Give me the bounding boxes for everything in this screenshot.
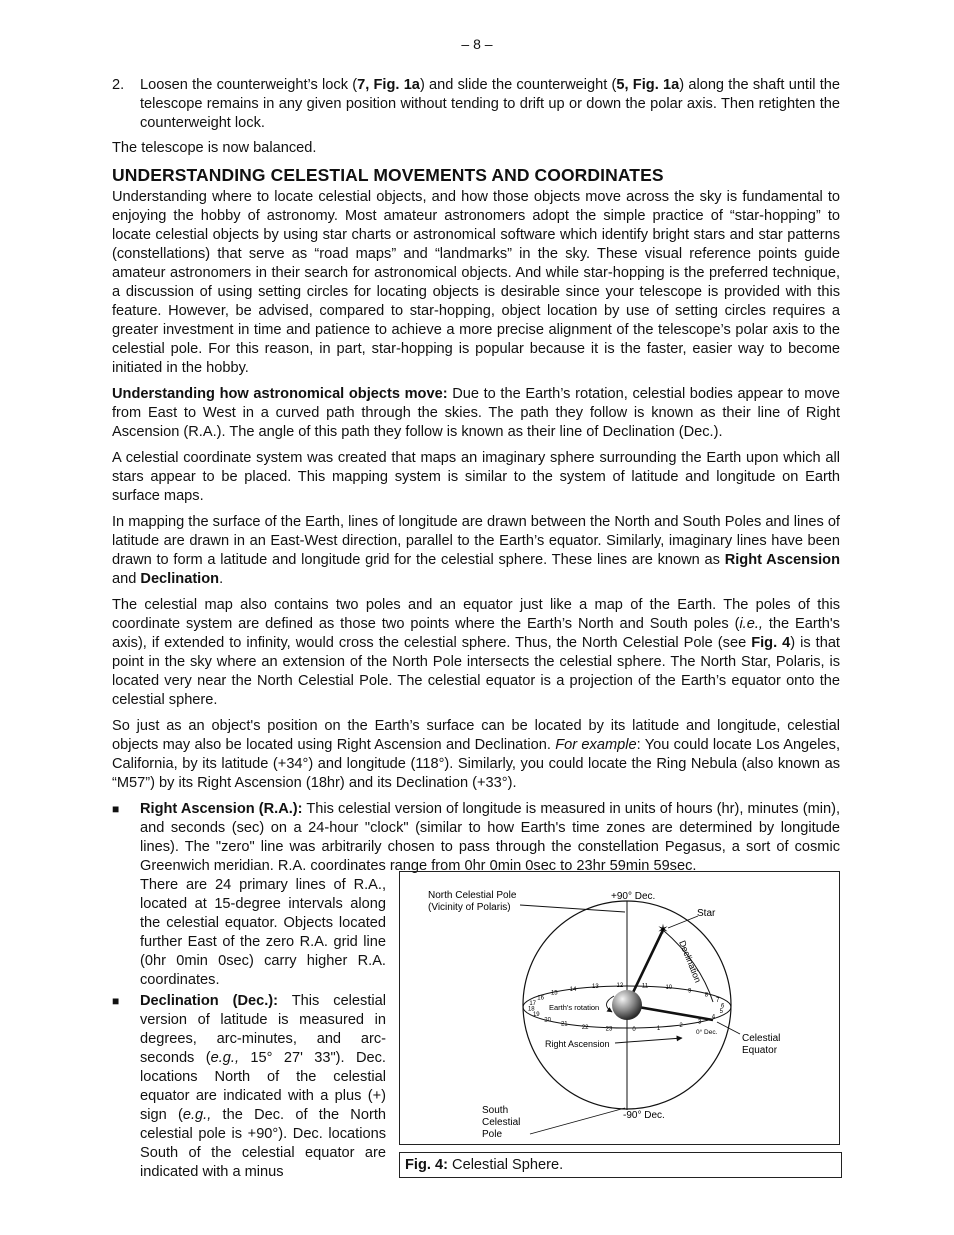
star-label: Star [697, 908, 716, 919]
poles-paragraph [112, 596, 840, 710]
ra-hour-10: 10 [665, 985, 673, 992]
step-text-3: ) along the shaft until the telescope remains in any given position without tending to drift up or down the polar axis. Then retighten the counterweight lock. [140, 77, 841, 131]
right-ascension-label: Right Ascension [545, 1039, 610, 1049]
step-text [140, 76, 840, 133]
south-label: South [482, 1105, 509, 1116]
poles-italic: i.e., [739, 616, 763, 632]
mapping-text-1: In mapping the surface of the Earth, lines of longitude are drawn between the North and South Poles and lines of latitude are drawn in an East-West direction, parallel to the Earth’s equator. Similarly, imaginary lines have been drawn to form a latitude and longitude grid for the celestial sphere. These lines are known as [112, 514, 840, 568]
for-example-italic: For example [555, 737, 637, 753]
balanced-paragraph: The telescope is now balanced. [112, 140, 317, 156]
dec-text-3: the Dec. of the North celestial pole is +90°). Dec. locations South of the celestial equator are indicated with a minus [140, 1107, 386, 1180]
ra-hour-17: 17 [529, 1000, 537, 1007]
mapping-text-3: . [219, 571, 224, 587]
mapping-paragraph [112, 513, 840, 589]
celestial-label: Celestial [742, 1033, 781, 1044]
movement-text: Due to the Earth’s rotation, celestial bodies appear to move from East to West in a curved path through the skies. The path they follow is known as their line of Right Ascension (R.A.). The angle of this path they follow is known as their line of Declination (Dec.). [112, 386, 840, 440]
fig-4-ref: Fig. 4 [751, 635, 791, 651]
ra-hour-16: 16 [537, 995, 544, 1002]
ra-hour-5: 5 [719, 1009, 723, 1016]
dec-text-2: 15° 27' 33"). Dec. locations North of the celestial equator are indicated with a plus (+) sign ( [140, 1050, 386, 1123]
bullet-square-icon: ■ [112, 802, 120, 816]
ra-hour-19: 19 [532, 1012, 540, 1019]
ra-narrow-text: There are 24 primary lines of R.A., located at 15-degree intervals along the celestial equator. Objects located further East of the zero R.A. grid line (0hr 0min 0sec) carry higher R.A. coordinates. [140, 877, 386, 988]
ra-hour-12: 12 [616, 983, 624, 990]
ra-hour-9: 9 [688, 988, 692, 995]
ra-lead: Right Ascension (R.A.): [140, 801, 303, 817]
fig-ref-lock: 7, Fig. 1a [357, 77, 420, 93]
ra-hour-18: 18 [527, 1006, 535, 1013]
ra-hour-2: 2 [679, 1023, 683, 1030]
ra-hour-14: 14 [569, 986, 577, 993]
ra-hour-15: 15 [550, 990, 558, 997]
ra-hour-8: 8 [704, 992, 709, 999]
caption-label: Fig. 4: [405, 1157, 448, 1173]
poles-text-3: ) is that point in the sky where an extension of the North Pole intersects the celestial sphere. The North Star, Polaris, is located very near the North Celestial Pole. The celestial equator is a projection of the Earth’s equator onto the celestial sphere. [112, 635, 840, 708]
scp-leader [530, 1108, 625, 1134]
ra-text-wide: This celestial version of longitude is measured in units of hours (hr), minutes (min), and seconds (sec) on a 24-hour "clock" (similar to how Earth's time zones are determined by longitude lines). The "zero" line was arbitrarily chosen to pass through the constellation Pegasus, a sort of cosmic Greenwich meridian. R.A. coordinates range from 0hr 0min 0sec to 23hr 59min 59sec. [140, 801, 840, 874]
figure-celestial-sphere [399, 871, 840, 1145]
equator-label: Equator [742, 1045, 778, 1056]
step-text-1: Loosen the counterweight’s lock ( [140, 77, 358, 93]
ra-hour-0: 0 [632, 1026, 636, 1033]
ra-hour-7: 7 [716, 997, 720, 1004]
pole-label: Pole [482, 1129, 503, 1140]
dec-italic-1: e.g., [210, 1050, 240, 1066]
ra-hour-1: 1 [656, 1025, 661, 1032]
ra-hour-11: 11 [641, 983, 649, 990]
section-heading: UNDERSTANDING CELESTIAL MOVEMENTS AND COORDINATES [112, 165, 664, 185]
term-right-ascension: Right Ascension [724, 552, 840, 568]
star-icon: ✶ [657, 921, 669, 937]
ncp-leader [520, 905, 625, 912]
position-text-2: : You could locate Los Angeles, California, by its latitude (+34°) and longitude (118°). Similarly, you could locate the Ring Nebula (also known as “M57”) by its Right Ascension (18hr) and its Declination (+33°). [112, 737, 841, 791]
ra-hour-22: 22 [581, 1024, 589, 1031]
fig-ref-counterweight: 5, Fig. 1a [616, 77, 680, 93]
bullet-square-icon: ■ [112, 994, 120, 1008]
dec-italic-2: e.g., [182, 1107, 212, 1123]
dec-narrow-text [140, 992, 386, 1182]
movement-lead: Understanding how astronomical objects move: [112, 386, 448, 402]
dec-text-1: This celestial version of latitude is measured in degrees, arc-minutes, and arc-seconds ( [140, 993, 386, 1066]
step-text-2: ) and slide the counterweight ( [419, 77, 617, 93]
ra-hour-20: 20 [544, 1017, 551, 1024]
intro-paragraph: Understanding where to locate celestial objects, and how those objects move across the sky is fundamental to enjoying the hobby of astronomy. Most amateur astronomers adopt the simple practice of “star-hopping” to locate celestial objects by using star charts or astronomical software which identify bright stars and star patterns (constellations) that serve as “road maps” and “landmarks” in the sky. These visual reference points guide amateur astronomers in their search for astronomical objects. And while star-hopping is the preferred technique, a discussion of using setting circles for locating objects is desirable since your telescope is provided with this feature. However, be advised, compared to star-hopping, object location by use of setting circles requires a greater investment in time and patience to achieve a more precise alignment of the telescope’s polar axis to the celestial pole. For this reason, in part, star-hopping is popular because it is the faster, easier way to become initiated in the hobby. [112, 189, 840, 376]
ra-wide-text [140, 800, 840, 876]
ra-hour-13: 13 [592, 984, 599, 991]
ncp-label-1: North Celestial Pole [428, 890, 517, 901]
poles-text-2: the Earth's axis), if extended to infinity, would cross the celestial sphere. Thus, the North Celestial Pole (see [112, 616, 840, 651]
dec-lead: Declination (Dec.): [140, 993, 279, 1009]
ncp-label-2: (Vicinity of Polaris) [428, 902, 511, 913]
step-number: 2. [112, 77, 125, 93]
equator-leader [717, 1022, 740, 1034]
ra-hour-3: 3 [698, 1019, 702, 1026]
position-paragraph [112, 717, 840, 793]
declination-label: Declination [677, 939, 704, 985]
term-declination: Declination [140, 571, 220, 587]
ra-hour-21: 21 [560, 1021, 568, 1028]
step-2 [112, 76, 840, 133]
coordinate-system-paragraph: A celestial coordinate system was created that maps an imaginary sphere surrounding the Earth upon which all stars appear to be placed. This mapping system is similar to the system of latitude and longitude on Earth surface maps. [112, 450, 840, 504]
zero-dec-label: 0° Dec. [696, 1029, 718, 1036]
ra-hour-23: 23 [605, 1026, 613, 1033]
movement-paragraph [112, 385, 840, 442]
mapping-text-2: and [112, 571, 141, 587]
earth-globe [612, 990, 642, 1020]
position-text-1: So just as an object's position on the Earth’s surface can be located by its latitude and longitude, celestial objects may also be located using Right Ascension and Declination. [112, 718, 840, 753]
figure-caption [399, 1152, 842, 1178]
poles-text-1: The celestial map also contains two poles and an equator just like a map of the Earth. The poles of this coordinate system are defined as those two points where the Earth’s North and South poles ( [112, 597, 840, 632]
south-celestial-label: Celestial [482, 1117, 521, 1128]
caption-text: Celestial Sphere. [447, 1157, 564, 1173]
ra-hour-6: 6 [721, 1003, 725, 1010]
earths-rotation-label: Earth's rotation [549, 1003, 600, 1012]
minus90-label: -90° Dec. [623, 1110, 665, 1121]
celestial-sphere-diagram [400, 872, 839, 1144]
page-number: – 8 – [461, 36, 493, 52]
plus90-label: +90° Dec. [611, 891, 656, 902]
ra-arrow [615, 1038, 682, 1043]
ra-hour-4: 4 [711, 1014, 716, 1021]
